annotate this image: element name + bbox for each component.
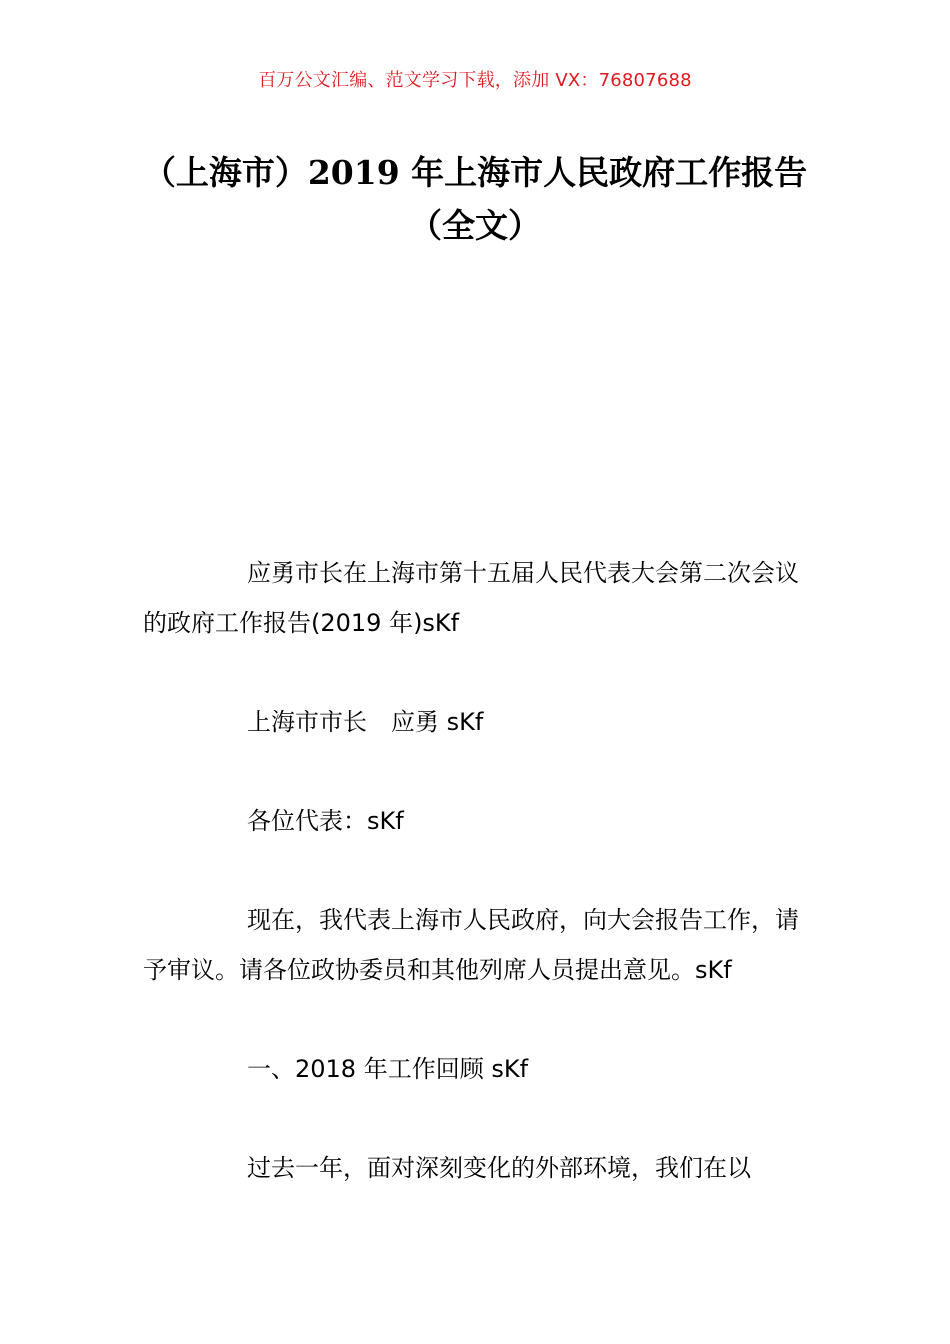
paragraph-review: 过去一年，面对深刻变化的外部环境，我们在以 — [247, 1154, 751, 1182]
paragraph-opening: 现在，我代表上海市人民政府，向大会报告工作，请予审议。请各位政协委员和其他列席人员提出意见。sKf — [143, 906, 799, 984]
section-heading: 一、2018 年工作回顾 sKf — [247, 1055, 529, 1083]
document-body — [143, 548, 813, 1193]
paragraph-author: 上海市市长 应勇 sKf — [247, 708, 484, 736]
paragraph-salutation: 各位代表：sKf — [247, 807, 404, 835]
document-title: （上海市）2019 年上海市人民政府工作报告（全文） — [142, 153, 808, 245]
paragraph-intro: 应勇市长在上海市第十五届人民代表大会第二次会议的政府工作报告(2019 年)sKf — [143, 559, 799, 637]
header-promo-note: 百万公文汇编、范文学习下载，添加 VX：76807688 — [258, 70, 692, 91]
